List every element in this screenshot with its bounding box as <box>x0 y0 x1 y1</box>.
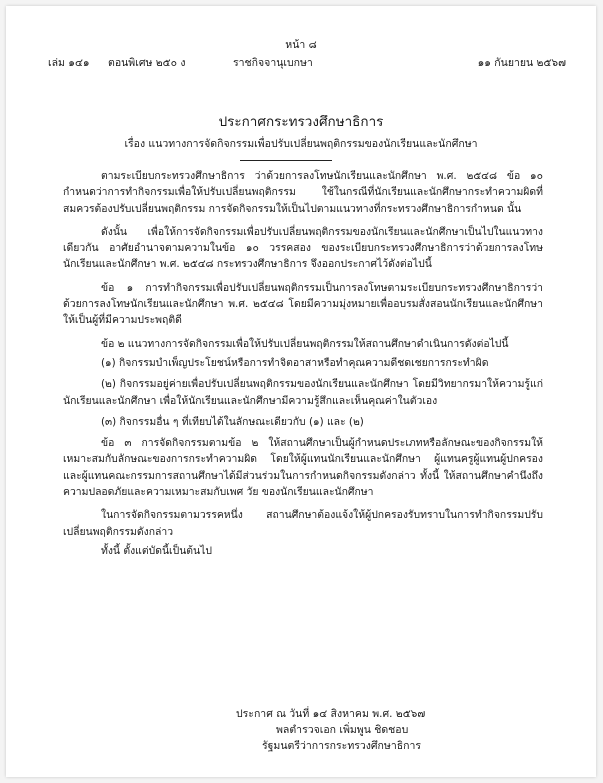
paragraph-preamble: ตามระเบียบกระทรวงศึกษาธิการ ว่าด้วยการลงโทษนักเรียนและนักศึกษา พ.ศ. ๒๕๔๘ ข้อ ๑๐ กำหนดว่าการทำกิจกรรมเพื่อให้ปรับเปลี่ยนพฤติกรรม ใช้ในกรณีที่นักเรียนและนักศึกษากระทำความผิดที่สมควรต้องปรับเปลี่ยนพฤติกรรม การจัดกิจกรรมให้เป็นไปตามแนวทางที่กระทรวงศึกษาธิการกำหนด นั้น <box>63 170 543 215</box>
announcement-body <box>63 168 543 566</box>
signatory-position: รัฐมนตรีว่าการกระทรวงศึกษาธิการ <box>262 740 422 752</box>
announcement-title: ประกาศกระทรวงศึกษาธิการ <box>218 114 384 130</box>
paragraph-clause-3: ข้อ ๓ การจัดกิจกรรมตามข้อ ๒ ให้สถานศึกษาเป็นผู้กำหนดประเภทหรือลักษณะของกิจกรรมให้เหมาะสมกับลักษณะของการกระทำความผิด โดยให้ผู้แทนนักเรียนและนักศึกษา ผู้แทนครูผู้แทนผู้ปกครอง และผู้แทนคณะกรรมการสถานศึกษาได้มีส่วนร่วมในการกำหนดกิจกรรมดังกล่าว ทั้งนี้ ให้สถานศึกษาคำนึงถึงความปลอดภัยและความเหมาะสมกับเพศ วัย ของนักเรียนและนักศึกษา <box>63 437 543 499</box>
paragraph-clause-2: ข้อ ๒ แนวทางการจัดกิจกรรมเพื่อให้ปรับเปลี่ยนพฤติกรรมให้สถานศึกษาดำเนินการดังต่อไปนี้ <box>101 337 509 350</box>
paragraph-authority: ดังนั้น เพื่อให้การจัดกิจกรรมเพื่อปรับเปลี่ยนพฤติกรรมของนักเรียนและนักศึกษาเป็นไปในแนวทางเดียวกัน อาศัยอำนาจตามความในข้อ ๑๐ วรรคสอง ของระเบียบกระทรวงศึกษาธิการว่าด้วยการลงโทษนักเรียนและนักศึกษา พ.ศ. ๒๕๔๘ กระทรวงศึกษาธิการ จึงออกประกาศไว้ดังต่อไปนี้ <box>63 225 543 271</box>
gazette-header <box>48 54 566 72</box>
signatory-name: พลตำรวจเอก เพิ่มพูน ชิดชอบ <box>276 724 409 736</box>
list-item-1: (๑) กิจกรรมบำเพ็ญประโยชน์หรือการทำจิตอาสาหรือทำคุณความดีชดเชยการกระทำผิด <box>101 356 489 369</box>
page-number: หน้า ๘ <box>285 39 317 51</box>
announcement-date: ประกาศ ณ วันที่ ๑๔ สิงหาคม พ.ศ. ๒๕๖๗ <box>236 708 426 720</box>
list-item-3: (๓) กิจกรรมอื่น ๆ ที่เทียบได้ในลักษณะเดียวกับ (๑) และ (๒) <box>101 415 364 428</box>
gazette-name: ราชกิจจานุเบกษา <box>233 57 313 69</box>
signature-block <box>236 706 556 754</box>
paragraph-clause-1: ข้อ ๑ การทำกิจกรรมเพื่อปรับเปลี่ยนพฤติกรรมเป็นการลงโทษตามระเบียบกระทรวงศึกษาธิการว่าด้วยการลงโทษนักเรียนและนักศึกษา พ.ศ. ๒๕๔๘ โดยมีความมุ่งหมายเพื่ออบรมสั่งสอนนักเรียนและนักศึกษาให้เป็นผู้ที่มีความประพฤติดี <box>63 281 543 327</box>
volume-number: เล่ม ๑๔๑ <box>48 57 90 69</box>
paragraph-notification: ในการจัดกิจกรรมตามวรรคหนึ่ง สถานศึกษาต้องแจ้งให้ผู้ปกครองรับทราบในการทำกิจกรรมปรับเปลี่ยนพฤติกรรมดังกล่าว <box>63 509 543 538</box>
paragraph-effective: ทั้งนี้ ตั้งแต่บัดนี้เป็นต้นไป <box>101 544 212 557</box>
title-divider <box>240 160 332 161</box>
announcement-subject: เรื่อง แนวทางการจัดกิจกรรมเพื่อปรับเปลี่ยนพฤติกรรมของนักเรียนและนักศึกษา <box>124 138 478 150</box>
special-section: ตอนพิเศษ ๒๕๐ ง <box>108 57 186 69</box>
list-item-2: (๒) กิจกรรมอยู่ค่ายเพื่อปรับเปลี่ยนพฤติกรรมของนักเรียนและนักศึกษา โดยมีวิทยากรมาให้ความรู้แก่นักเรียนและนักศึกษา เพื่อให้นักเรียนและนักศึกษามีความรู้สึกและเห็นคุณค่าในตัวเอง <box>63 378 543 407</box>
publication-date: ๑๑ กันยายน ๒๕๖๗ <box>477 57 566 69</box>
gazette-page <box>6 6 596 777</box>
